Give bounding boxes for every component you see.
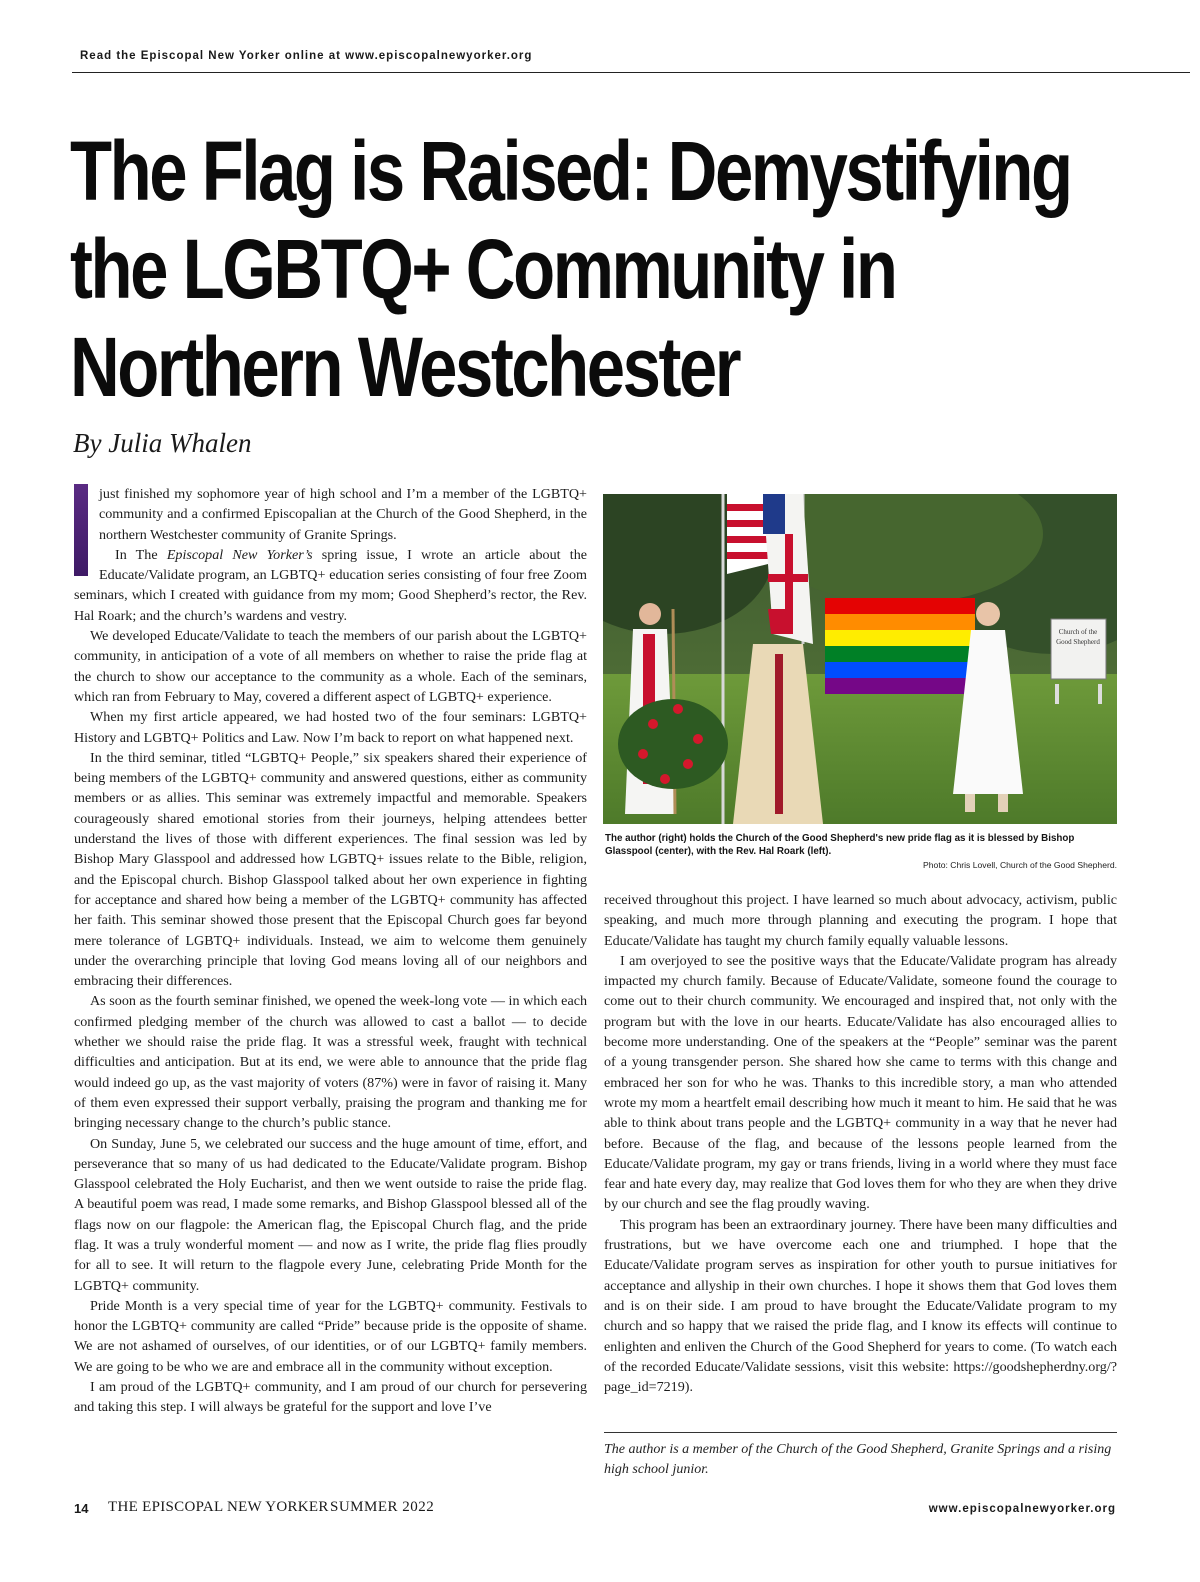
paragraph: This program has been an extraordinary journey. There have been many difficulties and frustrations, but we have overcome each one and triumphed. I hope that the Educate/Validate program serves as inspiration for other youth to pursue initiatives for acceptance and allyship in their own churches. I hope it shows them that God loves them and is on their side. I am proud to have brought the Educate/Validate program to my church and so happy that we raised the pride flag, and I know its effects will continue to enlighten and enliven the Church of the Good Shepherd for years to come. (To watch each of the recorded Educate/Validate sessions, visit this website: https://goodshepherdny.org/?page_id=7219). xyxy=(604,1216,1117,1396)
author-note-rule xyxy=(604,1432,1117,1433)
paragraph: Pride Month is a very special time of year for the LGBTQ+ community. Festivals to honor the LGBTQ+ community are called “Pride” because pride is the opposite of shame. We are not ashamed of ourselves, of our identities, or of our LGBTQ+ family members. We are going to be who we are and embrace all in the community without exception. xyxy=(74,1297,587,1375)
pride-flag xyxy=(825,598,975,694)
paragraph: In the third seminar, titled “LGBTQ+ People,” six speakers shared their experience of being members of the LGBTQ+ community and answered questions, either as community members or as allies. This seminar was extremely impactful and memorable. Speakers courageously shared emotional stories from their journeys, helping attendees better understand the lives of those with different experiences. The final session was led by Bishop Mary Glasspool and addressed how LGBTQ+ issues relate to the Bible, religion, and the Episcopal church. Bishop Glasspool talked about her own experience in fighting for acceptance and shared how being a member of the LGBTQ+ community has affected her faith. This seminar showed those present that the Episcopal Church goes far beyond mere tolerance of LGBTQ+ individuals. Instead, we aim to welcome them genuinely under the overarching principle that loving God means loving all of our neighbors and embracing their differences. xyxy=(74,749,587,990)
paragraph: received throughout this project. I have learned so much about advocacy, activism, public speaking, and much more through planning and executing the program. I hope that Educate/Validate has taught my church family equally valuable lessons. xyxy=(604,892,1117,949)
church-sign-line-2: Good Shepherd xyxy=(1056,638,1100,646)
photo-caption: The author (right) holds the Church of the Good Shepherd's new pride flag as it is blessed by Bishop Glasspool (center), with the Rev. Hal Roark (left). xyxy=(605,833,1075,857)
photo-illustration xyxy=(603,494,1117,824)
paragraph xyxy=(74,545,587,626)
byline: By Julia Whalen xyxy=(73,428,252,458)
article-photo xyxy=(603,494,1117,824)
header-tagline: Read the Episcopal New Yorker online at www.episcopalnewyorker.org xyxy=(80,50,533,62)
text-run: spring issue, I wrote an article about the Educate/Validate program, an LGBTQ+ education series consisting of four free Zoom seminars, which I created with guidance from my mom; Good Shepherd’s rector, the Rev. Hal Roark; and the church’s wardens and vestry. xyxy=(74,546,587,624)
paragraph: When my first article appeared, we had hosted two of the four seminars: LGBTQ+ History and LGBTQ+ Politics and Law. Now I’m back to report on what happened next. xyxy=(74,709,587,746)
paragraph: I am proud of the LGBTQ+ community, and I am proud of our church for persevering and taking this step. I will always be grateful for the support and love I’ve xyxy=(74,1379,587,1416)
text-run: In The xyxy=(115,546,167,563)
headline-line-3: Northern Westchester xyxy=(70,320,740,414)
paragraph: As soon as the fourth seminar finished, we opened the week-long vote — in which each confirmed pledging member of the church was allowed to cast a ballot — to decide whether we should raise the pride flag. It was a stressful week, fraught with technical difficulties and anticipation. But at its end, we were able to announce that the pride flag would indeed go up, as the vast majority of voters (87%) were in favor of raising it. Many of them even expressed their support verbally, praising the program and thanking me for bringing necessary change to the church’s public stance. xyxy=(74,993,587,1132)
paragraph: We developed Educate/Validate to teach the members of our parish about the LGBTQ+ community, in anticipation of a vote of all members on whether to raise the pride flag at the church to show our acceptance to the community as a whole. Each of the seminars, which ran from February to May, covered a different aspect of LGBTQ+ experience. xyxy=(74,628,587,705)
footer-url: www.episcopalnewyorker.org xyxy=(928,1503,1116,1515)
header-rule xyxy=(72,72,1190,73)
article-headline xyxy=(70,122,1071,416)
page-number: 14 xyxy=(74,1501,89,1516)
church-sign-line-1: Church of the xyxy=(1058,628,1098,636)
headline-line-2: the LGBTQ+ Community in xyxy=(70,222,896,316)
publication-name: Episcopal New Yorker’s xyxy=(166,546,313,563)
footer-publication: THE EPISCOPAL NEW YORKER xyxy=(108,1499,329,1515)
rose-bush xyxy=(618,699,728,789)
photo-credit: Photo: Chris Lovell, Church of the Good Shepherd. xyxy=(923,860,1117,870)
footer-issue: SUMMER 2022 xyxy=(330,1499,435,1515)
paragraph: just finished my sophomore year of high school and I’m a member of the LGBTQ+ community and a confirmed Episcopalian at the Church of the Good Shepherd, in the northern Westchester community of Granite Springs. xyxy=(99,486,587,543)
paragraph: I am overjoyed to see the positive ways that the Educate/Validate program has already impacted my church family. Because of Educate/Validate, someone found the courage to come out to their church community. We encouraged and inspired that, not only with the program but with the love in our hearts. Educate/Validate has also encouraged allies to become more understanding. One of the speakers at the “People” seminar was the parent of a young transgender person. She shared how she came to terms with this change and embraced her son for who he was. Thanks to this incredible story, a man who attended wrote my mom a heartfelt email describing how much it meant to him. He said that he was able to think about trans people and the LGBTQ+ community in a way that he never had before. Because of the flag, and because of the lessons people learned from the Educate/Validate program, my gay or trans friends, living in a world where they must face fear and hate every day, may realize that God loves them for who they are when they drive by our church and see the flag proudly waving. xyxy=(604,952,1117,1213)
author-note: The author is a member of the Church of the Good Shepherd, Granite Springs and a rising high school junior. xyxy=(604,1442,1112,1477)
paragraph: On Sunday, June 5, we celebrated our success and the huge amount of time, effort, and perseverance that so many of us had dedicated to the Educate/Validate program. Bishop Glasspool celebrated the Holy Eucharist, and then we went outside to raise the pride flag. A beautiful poem was read, I made some remarks, and Bishop Glasspool blessed all of the flags now on our flagpole: the American flag, the Episcopal Church flag, and the pride flag. It was a truly wonderful moment — and now as I write, the pride flag flies proudly for all to see. It will return to the flagpole every June, celebrating Pride Month for the LGBTQ+ community. xyxy=(74,1135,587,1294)
body-column-left xyxy=(74,484,587,1418)
body-column-right xyxy=(604,890,1117,1397)
headline-line-1: The Flag is Raised: Demystifying xyxy=(70,124,1071,218)
drop-cap-i xyxy=(74,484,88,576)
